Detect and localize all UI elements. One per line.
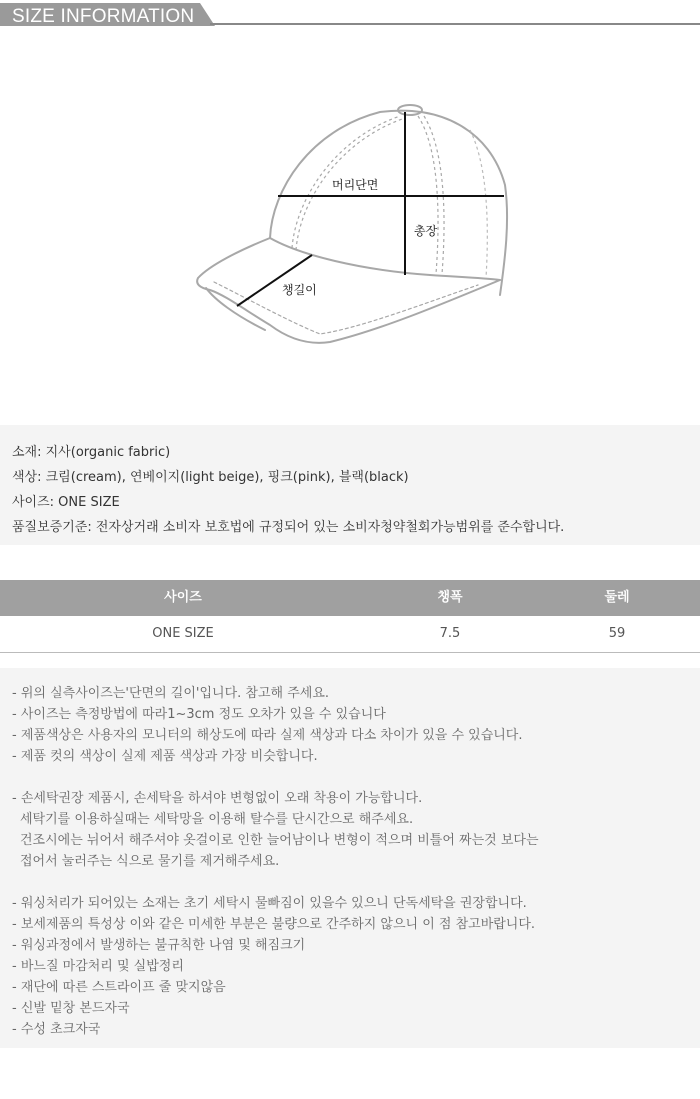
note-line: - 보세제품의 특성상 이와 같은 미세한 부분은 불량으로 간주하지 않으니 이 점 참고바랍니다. [12, 917, 536, 932]
header-size: 사이즈 [164, 590, 202, 605]
header-circumference: 둘레 [604, 590, 630, 605]
note-line: - 제품색상은 사용자의 모니터의 해상도에 따라 실제 색상과 다소 차이가 있을 수 있습니다. [12, 728, 523, 743]
note-line: - 워싱처리가 되어있는 소재는 초기 세탁시 물빠짐이 있을수 있으니 단독세탁을 권장합니다. [12, 896, 527, 911]
note-line: - 재단에 따른 스트라이프 줄 맞지않음 [12, 980, 226, 995]
note-line: 건조시에는 뉘어서 해주셔야 옷걸이로 인한 늘어남이나 변형이 적으며 비틀어 짜는것 보다는 [20, 833, 539, 848]
table-row [0, 616, 700, 653]
note-line: 접어서 눌러주는 식으로 물기를 제거해주세요. [20, 854, 280, 869]
size-text: 사이즈: ONE SIZE [12, 495, 120, 510]
note-line: - 워싱과정에서 발생하는 불규칙한 나염 및 해짐크기 [12, 938, 306, 953]
note-line: - 제품 컷의 색상이 실제 제품 색상과 가장 비슷합니다. [12, 749, 318, 764]
material-text: 소재: 지사(organic fabric) [12, 445, 171, 460]
cell-circumference: 59 [608, 626, 626, 641]
note-line: - 사이즈는 측정방법에 따라1~3cm 정도 오차가 있을 수 있습니다 [12, 707, 386, 722]
cell-size: ONE SIZE [152, 626, 214, 641]
height-label: 총장 [414, 224, 438, 238]
product-info-panel [0, 425, 700, 545]
section-header [0, 0, 700, 26]
note-line: - 바느질 마감처리 및 실밥정리 [12, 959, 184, 974]
header-brim-width: 챙폭 [437, 590, 463, 605]
note-line: - 신발 밑창 본드자국 [12, 1001, 130, 1016]
care-notes-panel [0, 668, 700, 1048]
page-title: SIZE INFORMATION [12, 6, 195, 27]
brim-label: 챙길이 [282, 283, 317, 297]
cell-brim-width: 7.5 [439, 626, 461, 641]
table-header [0, 580, 700, 616]
note-line: 세탁기를 이용하실때는 세탁망을 이용해 탈수를 단시간으로 해주세요. [20, 812, 414, 827]
cap-illustration [0, 90, 700, 360]
header-rule [210, 23, 700, 25]
header-tab [0, 3, 215, 26]
note-line: - 위의 실측사이즈는'단면의 길이'입니다. 참고해 주세요. [12, 686, 330, 701]
circumference-label: 머리단면 [332, 178, 379, 192]
color-text: 색상: 크림(cream), 연베이지(light beige), 핑크(pink), 블랙(black) [12, 470, 409, 485]
note-line: - 수성 초크자국 [12, 1022, 101, 1037]
note-line: - 손세탁권장 제품시, 손세탁을 하셔야 변형없이 오래 착용이 가능합니다. [12, 791, 423, 806]
cap-diagram [0, 90, 700, 360]
warranty-text: 품질보증기준: 전자상거래 소비자 보호법에 규정되어 있는 소비자청약철회가능범위를 준수합니다. [12, 520, 565, 535]
